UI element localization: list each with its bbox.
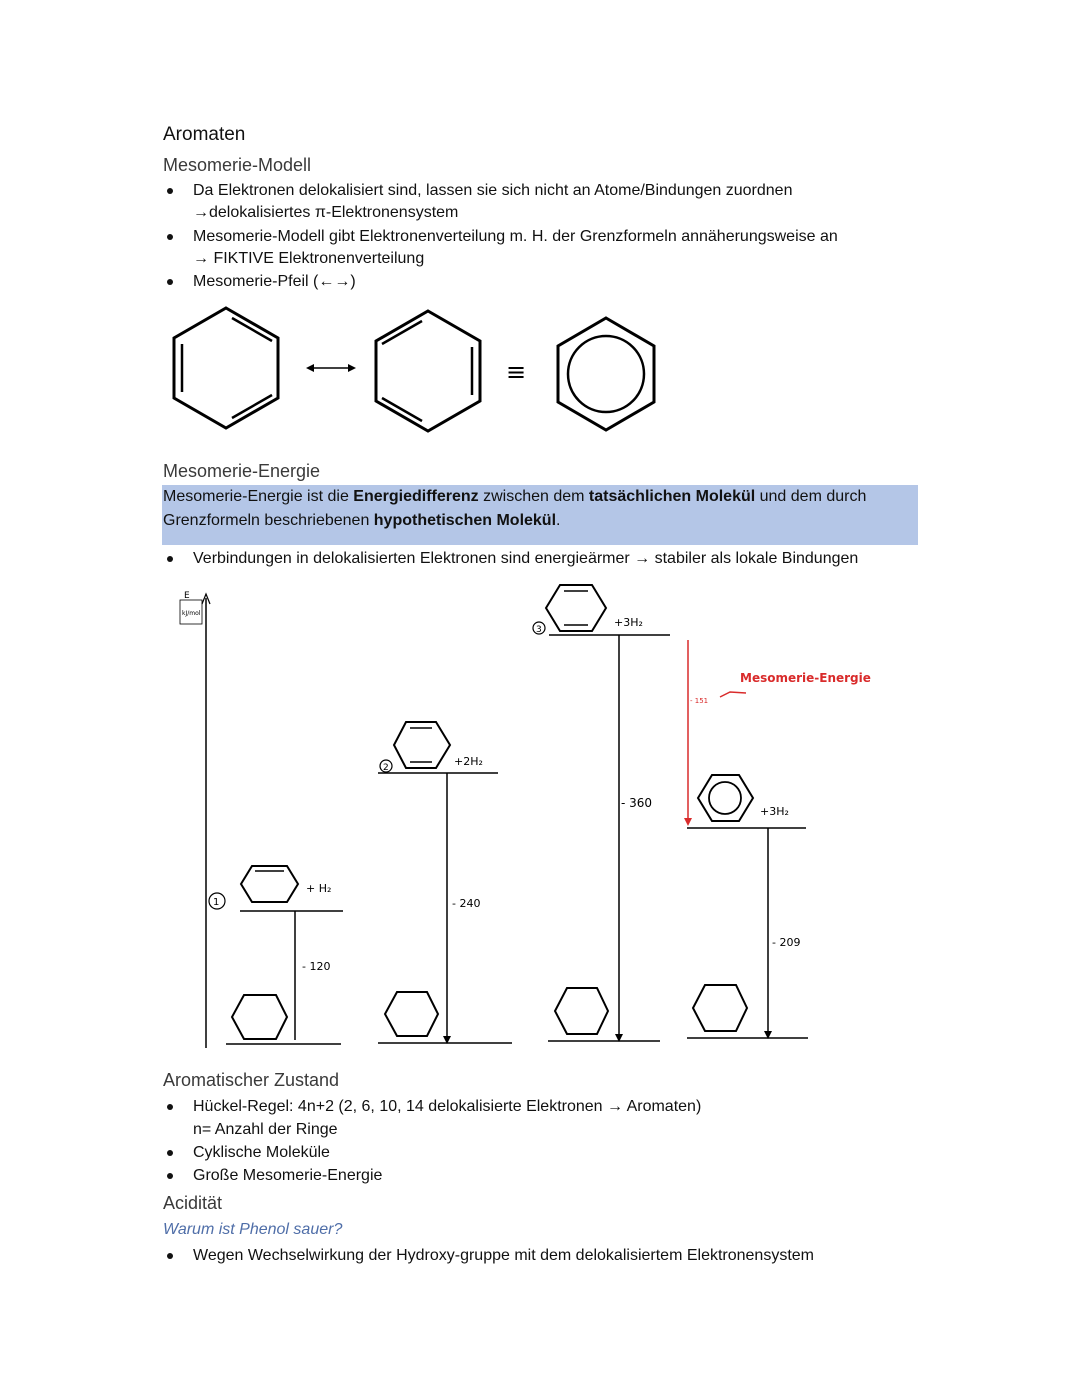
mesomerie-energie-annotation: [684, 640, 871, 826]
definition-text: und dem durch: [755, 488, 867, 505]
bullet-text: Hückel-Regel: 4n+2 (2, 6, 10, 14 delokalisierte Elektronen → Aromaten): [193, 1098, 702, 1115]
definition-bold-term: tatsächlichen Molekül: [588, 488, 756, 505]
delta-h-value: - 209: [772, 936, 801, 949]
reagent-label: +2H₂: [454, 755, 483, 768]
level-marker-label: 3: [536, 625, 542, 635]
definition-text: Mesomerie-Energie ist die: [163, 488, 354, 505]
cyclohexadiene-icon: [394, 722, 450, 768]
axis-unit: kJ/mol: [182, 610, 201, 617]
definition-bold-term: Energiedifferenz: [353, 488, 479, 505]
section-heading-mesomerie-energie: Mesomerie-Energie: [163, 461, 321, 481]
level-3: [533, 585, 670, 1042]
level-marker-label: 2: [383, 763, 389, 773]
bullet-dot: [167, 279, 173, 285]
energy-diagram: [160, 580, 920, 1060]
bullet-text: Da Elektronen delokalisiert sind, lassen sie sich nicht an Atome/Bindungen zuordnen: [193, 182, 793, 199]
cyclohexane-icon: [232, 995, 287, 1039]
delta-h-value: - 240: [452, 897, 481, 910]
mesomerie-energie-label: Mesomerie-Energie: [740, 671, 871, 685]
bullet-text: Große Mesomerie-Energie: [193, 1167, 383, 1184]
bullet-text: Mesomerie-Modell gibt Elektronenverteilung m. H. der Grenzformeln annäherungsweise an: [193, 228, 838, 245]
cyclohexane-icon: [693, 985, 747, 1031]
definition-line-1: [163, 486, 913, 508]
benzene-circle-structure: [558, 318, 654, 430]
delta-h-value: - 360: [621, 796, 653, 810]
cyclohexatriene-icon: [546, 585, 606, 631]
section-heading-aromatischer-zustand: Aromatischer Zustand: [163, 1070, 340, 1090]
definition-text: .: [556, 512, 561, 529]
section-heading-aciditaet: Acidität: [163, 1193, 223, 1213]
definition-text: Grenzformeln beschriebenen: [163, 512, 374, 529]
bullet-dot: [167, 1150, 173, 1156]
bullet-dot: [167, 1173, 173, 1179]
bullet-text: Verbindungen in delokalisierten Elektronen sind energieärmer → stabiler als lokale Bindungen: [193, 550, 859, 567]
bullet-text: Wegen Wechselwirkung der Hydroxy-gruppe mit dem delokalisiertem Elektronensystem: [193, 1247, 814, 1264]
definition-line-2: [163, 510, 913, 532]
cyclohexane-icon: [555, 988, 608, 1034]
bullet-text-continuation: → FIKTIVE Elektronenverteilung: [193, 250, 425, 267]
level-1: [209, 866, 343, 1044]
bullet-dot: [167, 1253, 173, 1259]
bullet-text-continuation: →delokalisiertes π-Elektronensystem: [193, 204, 459, 221]
reagent-label: +3H₂: [614, 616, 643, 629]
level-benzene: [687, 775, 808, 1039]
benzene-resonance-figure: [160, 300, 680, 440]
cyclohexane-icon: [385, 992, 438, 1036]
definition-text: zwischen dem: [478, 488, 589, 505]
page-title: Aromaten: [163, 124, 246, 145]
definition-bold-term: hypothetischen Molekül: [373, 512, 557, 529]
mesomerie-energie-value: - 151: [690, 697, 709, 705]
red-arrowhead-icon: [684, 818, 692, 826]
bullet-text-continuation: n= Anzahl der Ringe: [193, 1121, 338, 1138]
bullet-dot: [167, 1104, 173, 1110]
delta-h-value: - 120: [302, 960, 331, 973]
subheading-question: Warum ist Phenol sauer?: [163, 1221, 343, 1238]
axis-label: E: [184, 591, 190, 601]
bullet-dot: [167, 188, 173, 194]
bullet-text: Mesomerie-Pfeil (←→): [193, 273, 356, 290]
kekule-structure-2: [376, 311, 480, 431]
resonance-arrow-icon: [306, 364, 356, 372]
equivalence-symbol: ≡: [506, 358, 527, 386]
level-marker-label: 1: [213, 897, 220, 908]
kekule-structure-1: [174, 308, 278, 428]
bullet-text: Cyklische Moleküle: [193, 1144, 330, 1161]
level-2: [378, 722, 512, 1044]
red-pointer-icon: [720, 692, 746, 697]
bullet-dot: [167, 234, 173, 240]
reagent-label: +3H₂: [760, 805, 789, 818]
reagent-label: + H₂: [306, 882, 332, 895]
bullet-dot: [167, 556, 173, 562]
section-heading-mesomerie-modell: Mesomerie-Modell: [163, 155, 312, 175]
